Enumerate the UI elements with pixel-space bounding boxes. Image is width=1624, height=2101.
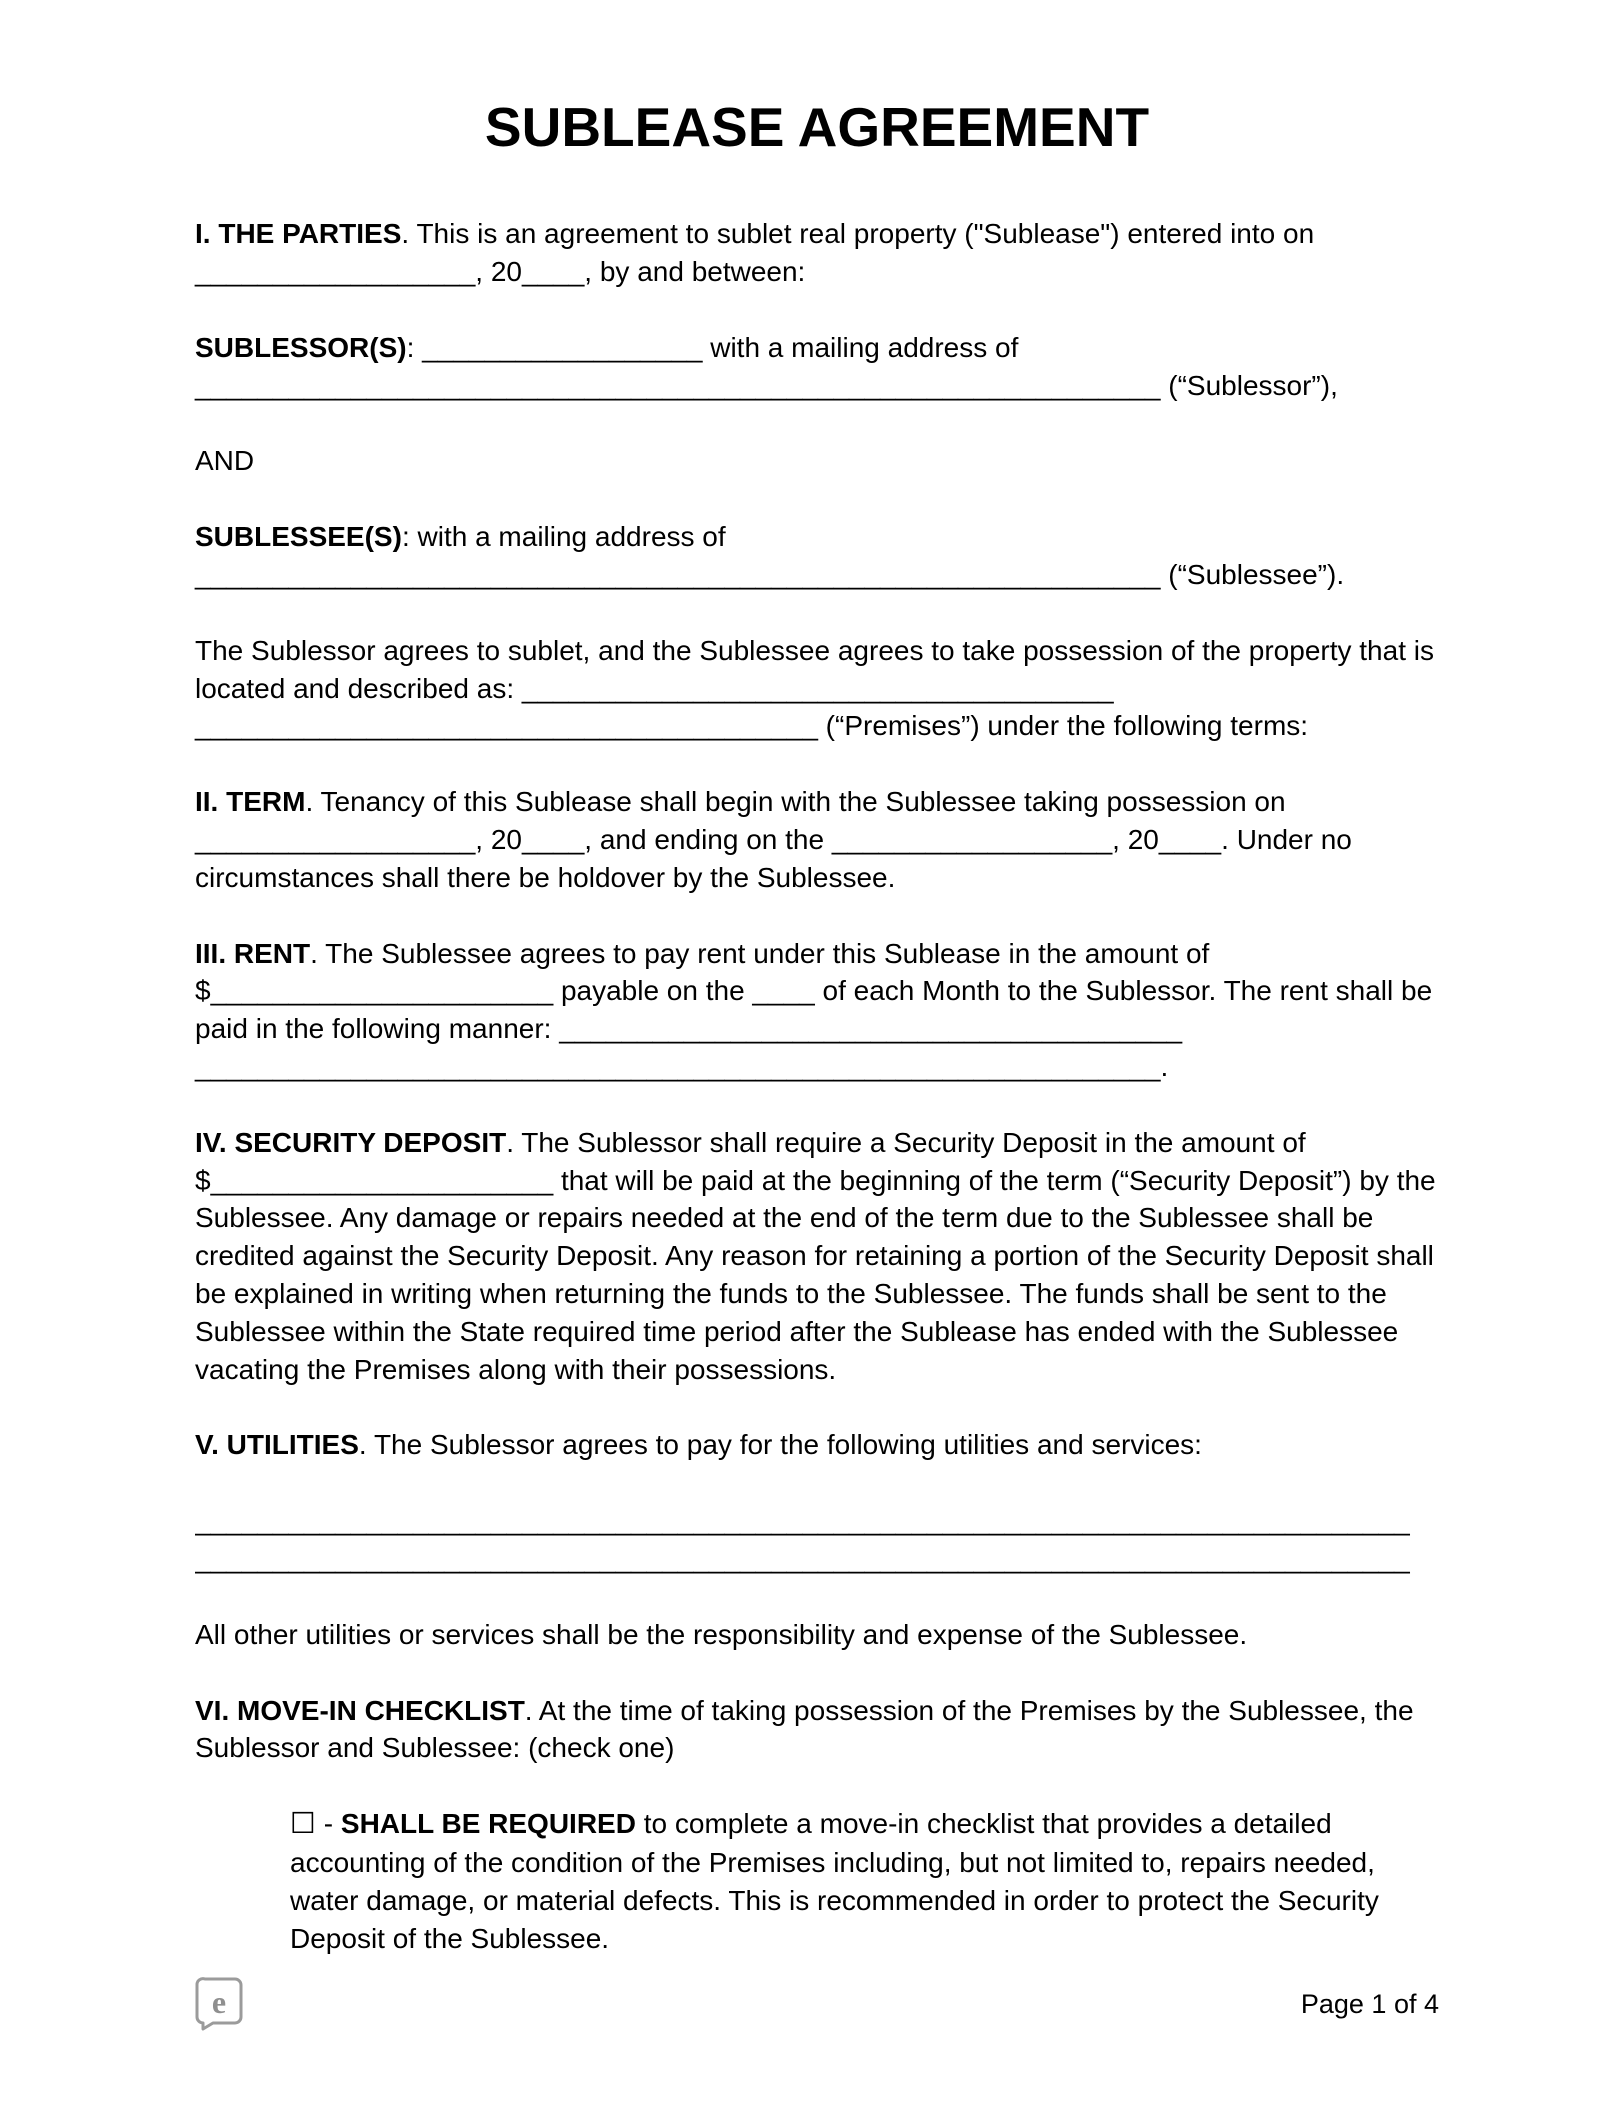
section-sublessor-heading: SUBLESSOR(S) [195, 331, 407, 363]
section-parties-heading: I. THE PARTIES [195, 218, 402, 250]
eforms-logo-letter: e [211, 1984, 227, 2020]
section-sublessee-heading: SUBLESSEE(S) [195, 521, 402, 553]
page-number: Page 1 of 4 [1300, 1988, 1439, 2019]
eforms-logo-icon [195, 1977, 243, 2031]
utilities-blank-line-2: ______________________________________________________________________________ [195, 1542, 1410, 1574]
section-rent-heading: III. RENT [195, 937, 311, 969]
section-security-deposit-text: . The Sublessor shall require a Security Deposit in the amount of $______________________ that will be paid at the beginning of the term (“Security Deposit”) by the Sublessee. Any damage or repairs needed at the end of the term due to the Sublessee shall be credited against the Security Deposit. Any reason for retaining a portion of the Security Deposit shall be explained in writing when returning the funds to the Sublessee. The funds shall be sent to the Sublessee within the State required time period after the Sublease has ended with the Sublessee vacating the Premises along with their possessions. [195, 1126, 1436, 1385]
section-term-text: . Tenancy of this Sublease shall begin with the Sublessee taking possession on __________________, 20____, and ending on the __________________, 20____. Under no circumstances shall there be holdover by the Sublessee. [195, 786, 1352, 893]
section-move-in-checklist [195, 1692, 1439, 1768]
section-rent [195, 935, 1439, 1086]
section-sublessee [195, 518, 1439, 594]
checkbox-icon[interactable]: ☐ [290, 1808, 316, 1841]
section-move-in-text: . At the time of taking possession of the Premises by the Sublessee, the Sublessor and Sublessee: (check one) [195, 1694, 1414, 1764]
section-utilities-heading: V. UTILITIES [195, 1429, 359, 1461]
option-dash: - [316, 1808, 341, 1840]
section-sublessee-text: : with a mailing address of ______________________________________________________________ (“Sublessee”). [195, 521, 1345, 591]
section-parties [195, 215, 1439, 291]
section-security-deposit [195, 1124, 1439, 1389]
section-move-in-heading: VI. MOVE-IN CHECKLIST [195, 1694, 525, 1726]
option-label: SHALL BE REQUIRED [340, 1808, 636, 1840]
and-label: AND [195, 445, 255, 477]
move-in-option-shall-be-required [290, 1805, 1439, 1958]
section-rent-text: . The Sublessee agrees to pay rent under this Sublease in the amount of $______________________ payable on the ____ of each Month to the Sublessor. The rent shall be paid in the following manner: ________________________________________ ______________________________________________________________. [195, 937, 1433, 1082]
section-utilities [195, 1426, 1439, 1464]
page-footer [195, 1977, 1439, 2031]
utilities-note: All other utilities or services shall be the responsibility and expense of the Sublessee. [195, 1618, 1248, 1650]
section-sublessor [195, 329, 1439, 405]
possession-paragraph: The Sublessor agrees to sublet, and the Sublessee agrees to take possession of the property that is located and described as: ______________________________________ ________________________________________ (“Premises”) under the following terms: [195, 634, 1434, 742]
section-parties-text: . This is an agreement to sublet real property ("Sublease") entered into on __________________, 20____, by and between: [195, 218, 1315, 288]
option-text: to complete a move-in checklist that provides a detailed accounting of the condition of the Premises including, but not limited to, repairs needed, water damage, or material defects. This is recommended in order to protect the Security Deposit of the Sublessee. [290, 1808, 1379, 1954]
section-security-deposit-heading: IV. SECURITY DEPOSIT [195, 1126, 507, 1158]
document-title: SUBLEASE AGREEMENT [484, 96, 1150, 158]
section-term-heading: II. TERM [195, 786, 306, 818]
section-sublessor-text: : __________________ with a mailing address of ______________________________________________________________ (“Sublessor”), [195, 331, 1338, 401]
section-utilities-text: . The Sublessor agrees to pay for the following utilities and services: [358, 1429, 1202, 1461]
utilities-blank-line-1: ______________________________________________________________________________ [195, 1505, 1410, 1537]
utilities-blank-lines [195, 1502, 1439, 1578]
section-term [195, 783, 1439, 896]
